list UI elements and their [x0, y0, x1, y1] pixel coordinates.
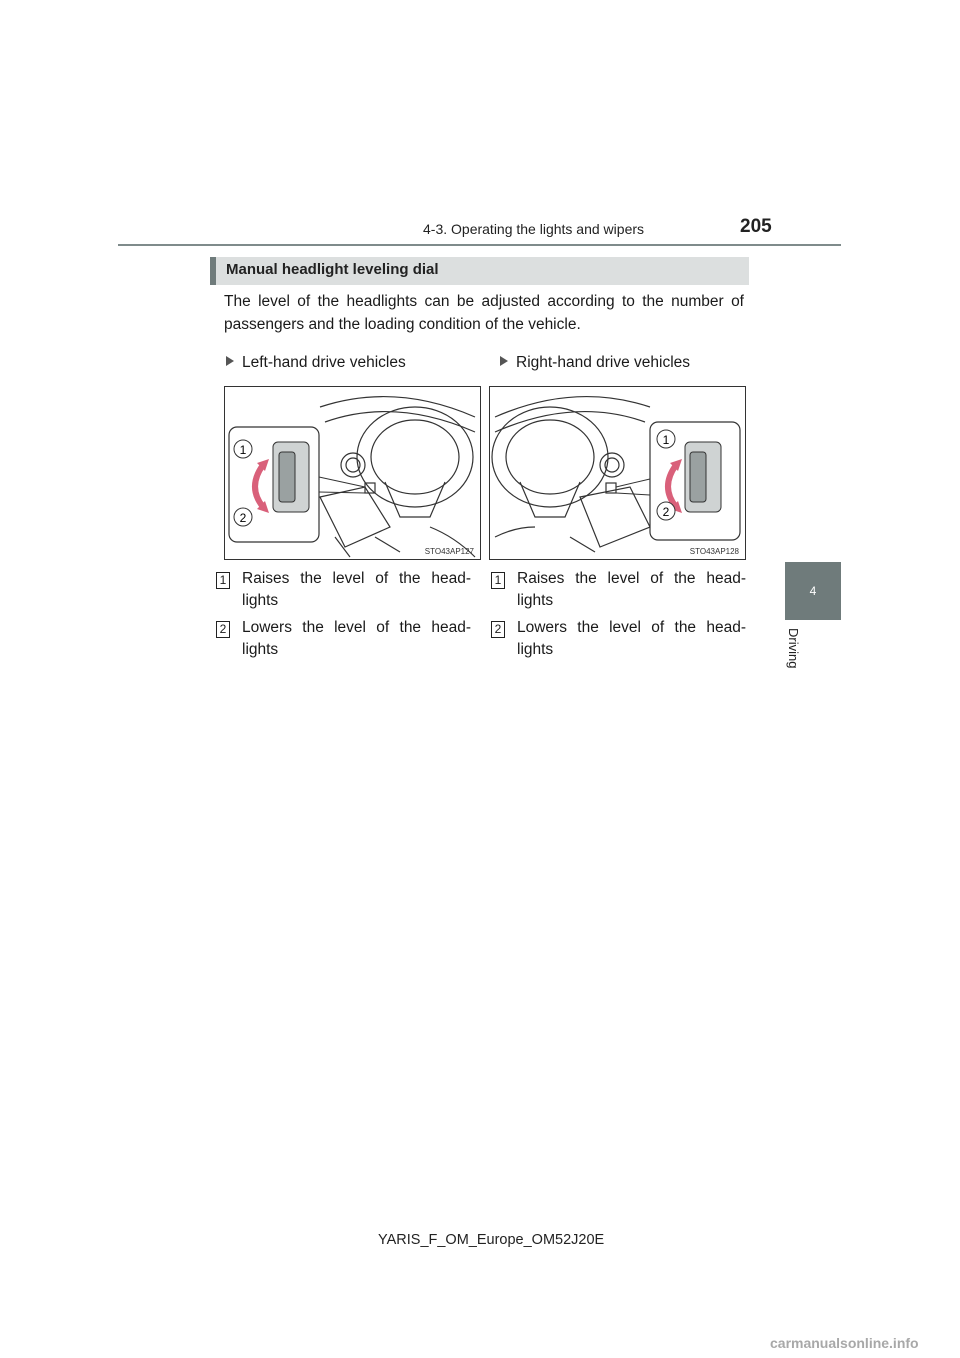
dashboard-illustration-right	[490, 387, 745, 559]
chapter-number: 4	[809, 584, 817, 598]
step-number-badge: 2	[216, 621, 230, 638]
figure-code-right: STO43AP128	[689, 547, 739, 556]
chapter-label: Driving	[786, 628, 801, 669]
subheading-right: Right-hand drive vehicles	[500, 354, 690, 372]
section-heading-bar	[210, 257, 216, 285]
header-section-title: 4-3. Operating the lights and wipers	[423, 221, 645, 237]
list-item-left-1: 1 Raises the level of the head-lights	[216, 568, 471, 612]
svg-text:1: 1	[662, 433, 670, 447]
list-item-left-2: 2 Lowers the level of the head-lights	[216, 617, 471, 661]
list-item-right-1: 1 Raises the level of the head-lights	[491, 568, 746, 612]
intro-paragraph: The level of the headlights can be adjusted according to the number of passengers and the loading condition of the vehicle.	[224, 293, 744, 333]
document-footer: YARIS_F_OM_Europe_OM52J20E	[378, 1232, 605, 1248]
page-number: 205	[740, 216, 772, 237]
dashboard-illustration-left	[225, 387, 480, 559]
triangle-bullet-icon	[500, 356, 508, 366]
figure-right-hand-drive	[489, 386, 746, 560]
svg-text:2: 2	[239, 511, 247, 525]
watermark: carmanualsonline.info	[770, 1335, 919, 1351]
chapter-tab	[785, 562, 841, 620]
step-number-badge: 1	[491, 572, 505, 589]
section-heading	[210, 257, 749, 285]
svg-text:2: 2	[662, 505, 670, 519]
figure-code-left: STO43AP127	[424, 547, 474, 556]
step-number-badge: 1	[216, 572, 230, 589]
step-number-badge: 2	[491, 621, 505, 638]
triangle-bullet-icon	[226, 356, 234, 366]
subheading-left: Left-hand drive vehicles	[226, 354, 406, 372]
svg-text:1: 1	[239, 443, 247, 457]
callout-box-right	[616, 422, 740, 540]
figure-left-hand-drive	[224, 386, 481, 560]
callout-box-left	[229, 427, 365, 542]
list-item-right-2: 2 Lowers the level of the head-lights	[491, 617, 746, 661]
header-divider	[118, 244, 841, 246]
section-heading-text: Manual headlight leveling dial	[226, 261, 439, 278]
